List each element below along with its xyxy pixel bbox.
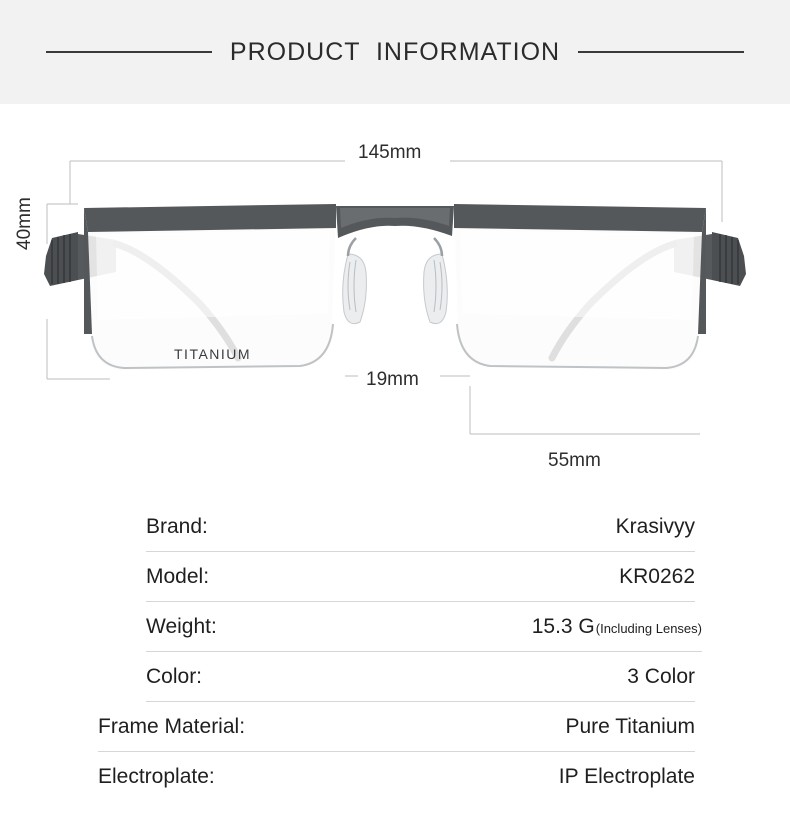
spec-label: Weight: [146,614,217,638]
spec-value [619,565,695,589]
spec-label: Model: [146,564,210,588]
dimension-width-label: 145mm [358,142,422,163]
eyeglasses-diagram [0,104,790,494]
spec-label: Brand: [146,514,208,538]
spec-value [616,515,695,539]
lens-right [454,204,706,370]
specifications-table [0,502,790,802]
dimension-lens-label: 55mm [548,450,601,471]
spec-value-text: KR0262 [619,564,695,588]
spec-value [559,765,695,789]
spec-value [627,665,695,689]
table-row [146,552,695,602]
spec-value-text: Pure Titanium [565,714,695,738]
frame-branding-text: TITANIUM [174,346,252,362]
spec-value [565,715,695,739]
spec-value [532,615,702,639]
table-row [146,652,695,702]
dimension-bridge-label: 19mm [366,369,419,390]
spec-label: Frame Material: [98,714,246,738]
page-header [0,0,790,104]
spec-value-text: 3 Color [627,664,695,688]
spec-value-text: IP Electroplate [558,765,695,788]
nose-pads [343,238,448,324]
header-rule-left [46,51,212,53]
eyeglasses-illustration [0,104,790,494]
table-row [146,602,702,652]
page-title: PRODUCT INFORMATION [229,37,561,66]
bridge [336,206,454,238]
table-row [146,502,695,552]
header-rule-right [578,51,744,53]
header-inner [46,38,744,67]
table-row [98,702,695,752]
spec-value-text: Krasivyy [615,514,695,538]
spec-label: Electroplate: [98,765,215,788]
table-row [98,752,695,802]
spec-label: Color: [146,664,203,688]
spec-value-text: 15.3 G [531,614,595,638]
spec-value-note: (Including Lenses) [595,620,702,636]
dimension-height-label: 40mm [14,197,35,250]
